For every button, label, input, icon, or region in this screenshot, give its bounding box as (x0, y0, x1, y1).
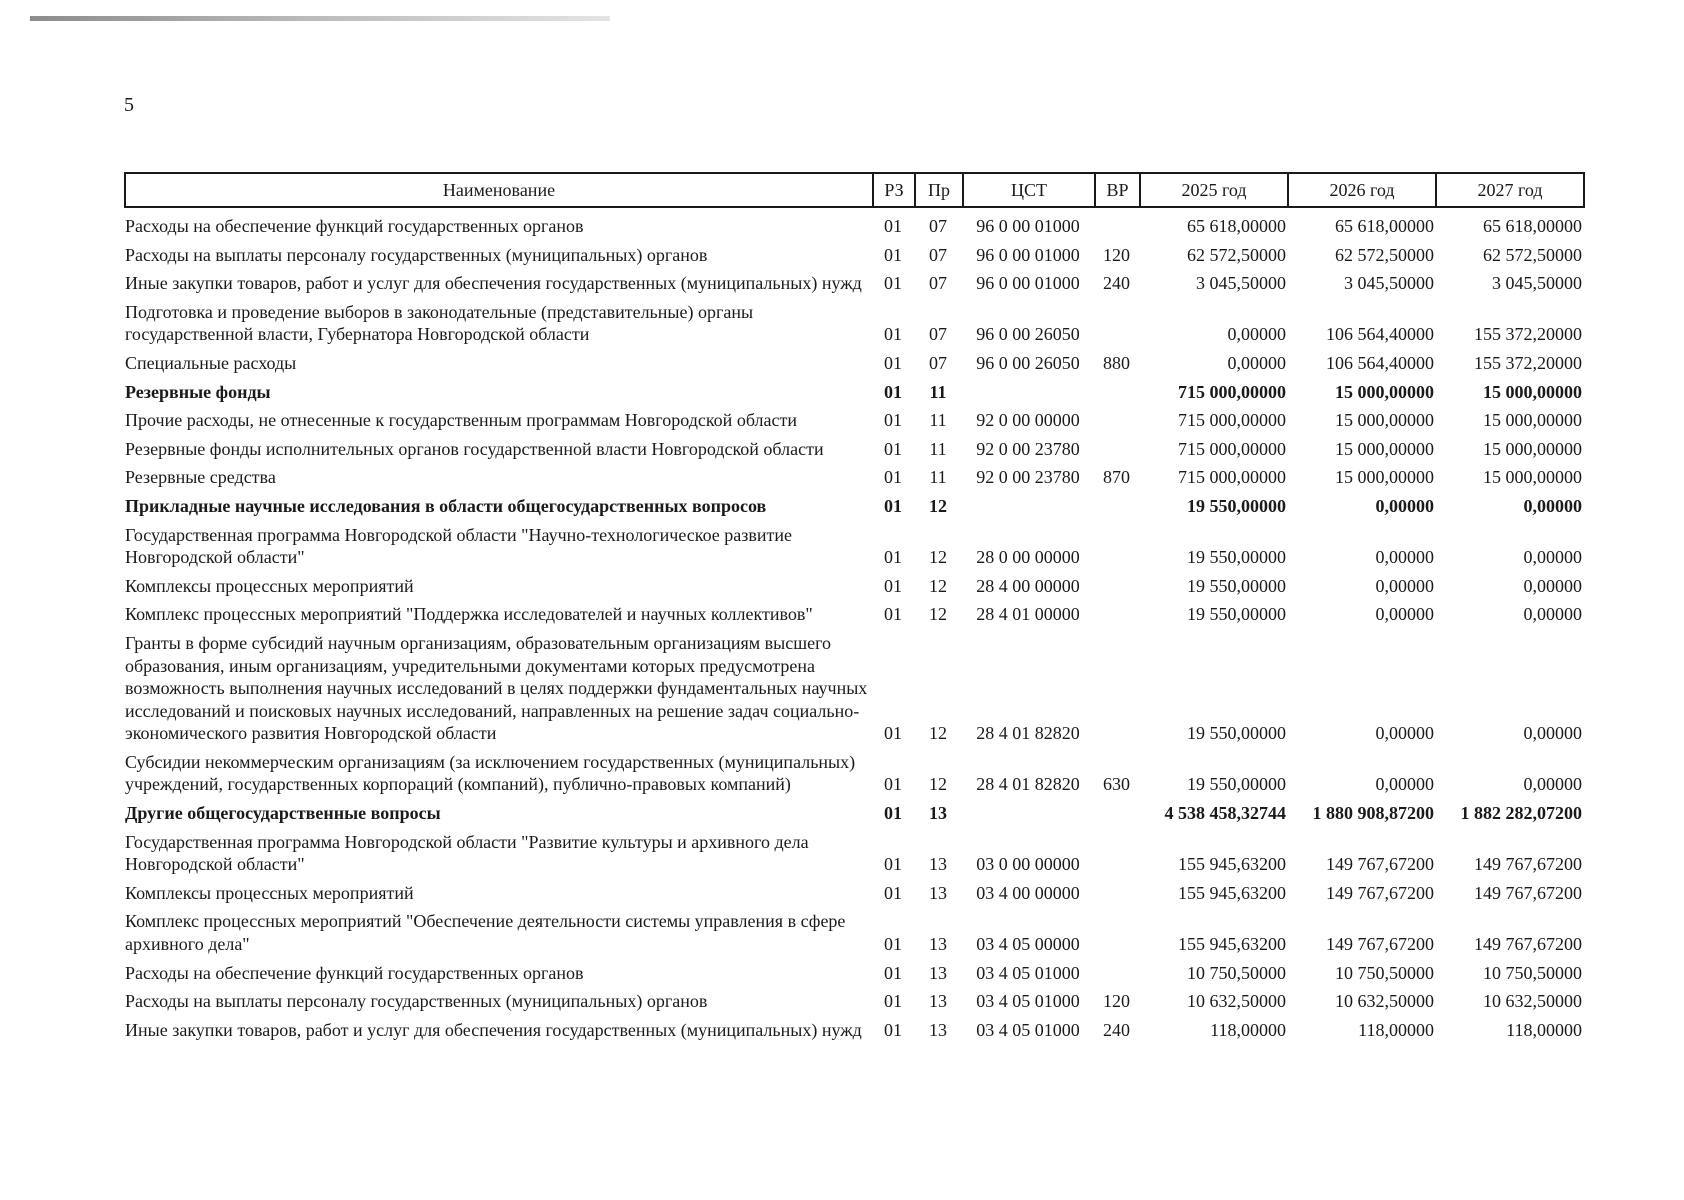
cell-rz: 01 (884, 934, 902, 955)
cell-name: Прикладные научные исследования в области общегосударственных вопросов (125, 495, 767, 516)
cell-2026: 149 767,67200 (1326, 934, 1434, 955)
cell-name: Иные закупки товаров, работ и услуг для обеспечения государственных (муниципальных) нужд (125, 1019, 862, 1040)
cell-2027: 65 618,00000 (1483, 216, 1582, 236)
cell-name: Субсидии некоммерческим организациям (за исключением государственных (муниципальных) учреждений, государственных корпораций (компаний), публично-правовых компаний) (125, 751, 856, 795)
cell-2026: 149 767,67200 (1326, 882, 1434, 903)
cell-2026: 0,00000 (1375, 575, 1434, 596)
cell-rz: 01 (884, 962, 902, 983)
cell-vr (1095, 959, 1140, 988)
cell-rz: 01 (884, 438, 902, 459)
table-row (125, 600, 1584, 629)
table-row (125, 269, 1584, 298)
cell-2027: 155 372,20000 (1474, 352, 1582, 373)
cell-name: Комплекс процессных мероприятий "Обеспечение деятельности системы управления в сфере архивного дела" (125, 911, 846, 955)
cell-2027: 0,00000 (1523, 495, 1582, 516)
cell-2025: 155 945,63200 (1178, 882, 1286, 903)
cell-2025: 19 550,00000 (1187, 723, 1286, 744)
cell-2027: 0,00000 (1523, 774, 1582, 795)
cell-name: Подготовка и проведение выборов в законодательные (представительные) органы государственной власти, Губернатора Новгородской области (125, 301, 754, 345)
cell-vr: 630 (1103, 774, 1130, 795)
cell-2025: 715 000,00000 (1178, 467, 1286, 488)
cell-cst (963, 492, 1095, 521)
table-row (125, 435, 1584, 464)
cell-cst: 96 0 00 26050 (976, 352, 1080, 373)
table-row (125, 572, 1584, 601)
cell-2027: 10 632,50000 (1483, 991, 1582, 1012)
cell-rz: 01 (884, 216, 902, 236)
budget-table (124, 172, 1585, 1044)
cell-vr (1095, 629, 1140, 748)
cell-2025: 715 000,00000 (1178, 381, 1286, 402)
cell-vr (1095, 828, 1140, 879)
cell-2027: 1 882 282,07200 (1460, 803, 1582, 824)
table-row (125, 492, 1584, 521)
cell-cst: 28 4 01 82820 (976, 723, 1080, 744)
cell-2026: 15 000,00000 (1335, 438, 1434, 459)
header-name: Наименование (125, 173, 873, 207)
cell-2027: 118,00000 (1506, 1019, 1582, 1040)
table-header-row (125, 173, 1584, 207)
cell-name: Комплексы процессных мероприятий (125, 882, 414, 903)
cell-2027: 15 000,00000 (1483, 438, 1582, 459)
cell-rz: 01 (884, 467, 902, 488)
cell-name: Расходы на обеспечение функций государственных органов (125, 962, 584, 983)
cell-2026: 1 880 908,87200 (1312, 803, 1434, 824)
table-row (125, 298, 1584, 349)
table-row (125, 879, 1584, 908)
cell-rz: 01 (884, 604, 902, 625)
cell-2025: 19 550,00000 (1187, 547, 1286, 568)
cell-name: Расходы на выплаты персоналу государственных (муниципальных) органов (125, 991, 708, 1012)
cell-2027: 0,00000 (1523, 723, 1582, 744)
cell-cst (963, 799, 1095, 828)
cell-2026: 106 564,40000 (1326, 324, 1434, 345)
cell-pr: 11 (929, 381, 947, 402)
cell-cst: 96 0 00 01000 (976, 244, 1080, 265)
cell-cst: 92 0 00 00000 (976, 410, 1080, 431)
cell-cst: 03 4 05 01000 (976, 991, 1080, 1012)
cell-pr: 13 (929, 991, 947, 1012)
cell-2027: 3 045,50000 (1492, 273, 1582, 294)
cell-2025: 0,00000 (1227, 352, 1286, 373)
cell-pr: 12 (929, 495, 947, 516)
cell-name: Государственная программа Новгородской области "Развитие культуры и архивного дела Новгородской области" (125, 831, 809, 875)
cell-2027: 149 767,67200 (1474, 882, 1582, 903)
cell-vr (1095, 435, 1140, 464)
cell-rz: 01 (884, 854, 902, 875)
table-row (125, 828, 1584, 879)
cell-rz: 01 (884, 410, 902, 431)
cell-2027: 155 372,20000 (1474, 324, 1582, 345)
cell-name: Прочие расходы, не отнесенные к государственным программам Новгородской области (125, 410, 797, 431)
cell-cst: 03 0 00 00000 (976, 854, 1080, 875)
cell-2025: 3 045,50000 (1196, 273, 1286, 294)
cell-pr: 13 (929, 962, 947, 983)
cell-2025: 65 618,00000 (1187, 216, 1286, 236)
cell-vr (1095, 600, 1140, 629)
cell-pr: 12 (929, 575, 947, 596)
cell-2026: 0,00000 (1375, 495, 1434, 516)
cell-rz: 01 (884, 774, 902, 795)
cell-cst: 03 4 00 00000 (976, 882, 1080, 903)
cell-cst: 96 0 00 26050 (976, 324, 1080, 345)
cell-vr: 240 (1103, 1019, 1130, 1040)
table-row (125, 349, 1584, 378)
cell-2026: 62 572,50000 (1335, 244, 1434, 265)
cell-pr: 11 (929, 438, 947, 459)
cell-2025: 715 000,00000 (1178, 438, 1286, 459)
cell-name: Резервные средства (125, 467, 276, 488)
cell-cst: 03 4 05 00000 (976, 934, 1080, 955)
cell-2025: 19 550,00000 (1187, 575, 1286, 596)
cell-cst: 03 4 05 01000 (976, 1019, 1080, 1040)
cell-cst: 96 0 00 01000 (976, 273, 1080, 294)
cell-2025: 4 538 458,32744 (1164, 803, 1286, 824)
cell-rz: 01 (884, 324, 902, 345)
cell-vr (1095, 378, 1140, 407)
cell-2026: 0,00000 (1375, 604, 1434, 625)
cell-pr: 12 (929, 774, 947, 795)
cell-2026: 15 000,00000 (1335, 467, 1434, 488)
table-row (125, 748, 1584, 799)
cell-vr: 120 (1103, 991, 1130, 1012)
table-body (125, 207, 1584, 1044)
cell-2025: 10 750,50000 (1187, 962, 1286, 983)
cell-pr: 13 (929, 854, 947, 875)
cell-2025: 19 550,00000 (1187, 774, 1286, 795)
cell-2026: 0,00000 (1375, 774, 1434, 795)
cell-pr: 13 (929, 803, 947, 824)
cell-2027: 149 767,67200 (1474, 934, 1582, 955)
cell-2026: 106 564,40000 (1326, 352, 1434, 373)
cell-name: Иные закупки товаров, работ и услуг для обеспечения государственных (муниципальных) нужд (125, 273, 862, 294)
cell-pr: 07 (929, 273, 947, 294)
cell-name: Резервные фонды исполнительных органов государственной власти Новгородской области (125, 438, 824, 459)
cell-2026: 0,00000 (1375, 723, 1434, 744)
cell-name: Комплексы процессных мероприятий (125, 575, 414, 596)
cell-cst: 28 4 00 00000 (976, 575, 1080, 596)
cell-2025: 10 632,50000 (1187, 991, 1286, 1012)
cell-rz: 01 (884, 547, 902, 568)
cell-cst: 96 0 00 01000 (976, 216, 1080, 236)
table-row (125, 959, 1584, 988)
cell-vr (1095, 406, 1140, 435)
header-2025: 2025 год (1140, 173, 1288, 207)
header-2026: 2026 год (1288, 173, 1436, 207)
cell-pr: 07 (929, 324, 947, 345)
header-2027: 2027 год (1436, 173, 1584, 207)
cell-2027: 10 750,50000 (1483, 962, 1582, 983)
cell-2027: 0,00000 (1523, 575, 1582, 596)
cell-2027: 149 767,67200 (1474, 854, 1582, 875)
cell-name: Резервные фонды (125, 381, 271, 402)
scan-edge-artifact (30, 16, 610, 21)
table-row (125, 907, 1584, 958)
cell-2027: 0,00000 (1523, 604, 1582, 625)
cell-vr: 120 (1103, 244, 1130, 265)
cell-vr (1095, 799, 1140, 828)
cell-pr: 12 (929, 723, 947, 744)
cell-name: Гранты в форме субсидий научным организациям, образовательным организациям высшего образования, иным организациям, учредительными документами которых предусмотрена возможность выполнения научных исследований в целях поддержки фундаментальных научных исследований и поисковых научных исследований, направленных на решение задач социально-экономического развития Новгородской области (125, 632, 868, 744)
cell-pr: 12 (929, 604, 947, 625)
cell-2025: 62 572,50000 (1187, 244, 1286, 265)
cell-cst: 03 4 05 01000 (976, 962, 1080, 983)
cell-2025: 19 550,00000 (1187, 604, 1286, 625)
cell-2026: 65 618,00000 (1335, 216, 1434, 236)
cell-pr: 13 (929, 1019, 947, 1040)
cell-pr: 12 (929, 547, 947, 568)
cell-rz: 01 (884, 1019, 902, 1040)
cell-2026: 10 750,50000 (1335, 962, 1434, 983)
cell-rz: 01 (884, 273, 902, 294)
cell-vr (1095, 298, 1140, 349)
cell-2025: 155 945,63200 (1178, 854, 1286, 875)
cell-2027: 15 000,00000 (1483, 467, 1582, 488)
cell-2025: 715 000,00000 (1178, 410, 1286, 431)
cell-pr: 11 (929, 467, 947, 488)
cell-vr (1095, 572, 1140, 601)
cell-pr: 11 (929, 410, 947, 431)
cell-cst: 28 4 01 00000 (976, 604, 1080, 625)
cell-vr (1095, 207, 1140, 241)
cell-rz: 01 (884, 244, 902, 265)
cell-name: Комплекс процессных мероприятий "Поддержка исследователей и научных коллективов" (125, 604, 813, 625)
cell-rz: 01 (884, 723, 902, 744)
cell-2026: 0,00000 (1375, 547, 1434, 568)
table-row (125, 207, 1584, 241)
cell-rz: 01 (884, 803, 902, 824)
cell-2026: 3 045,50000 (1344, 273, 1434, 294)
cell-2027: 62 572,50000 (1483, 244, 1582, 265)
page-number: 5 (124, 94, 134, 116)
cell-rz: 01 (884, 381, 902, 402)
cell-2027: 0,00000 (1523, 547, 1582, 568)
table-row (125, 987, 1584, 1016)
cell-2026: 118,00000 (1358, 1019, 1434, 1040)
cell-2027: 15 000,00000 (1483, 410, 1582, 431)
cell-rz: 01 (884, 991, 902, 1012)
cell-cst: 28 4 01 82820 (976, 774, 1080, 795)
cell-2025: 118,00000 (1210, 1019, 1286, 1040)
cell-cst: 92 0 00 23780 (976, 467, 1080, 488)
table-row (125, 1016, 1584, 1045)
table-row (125, 378, 1584, 407)
cell-vr (1095, 521, 1140, 572)
table-row (125, 406, 1584, 435)
cell-vr: 880 (1103, 352, 1130, 373)
cell-pr: 13 (929, 934, 947, 955)
cell-2025: 19 550,00000 (1187, 495, 1286, 516)
cell-pr: 13 (929, 882, 947, 903)
cell-name: Государственная программа Новгородской области "Научно-технологическое развитие Новгородской области" (125, 524, 793, 568)
cell-rz: 01 (884, 495, 902, 516)
cell-vr (1095, 879, 1140, 908)
table-row (125, 463, 1584, 492)
header-pr: Пр (915, 173, 963, 207)
cell-name: Другие общегосударственные вопросы (125, 803, 441, 824)
cell-pr: 07 (929, 244, 947, 265)
cell-2026: 15 000,00000 (1335, 410, 1434, 431)
cell-2025: 155 945,63200 (1178, 934, 1286, 955)
cell-rz: 01 (884, 352, 902, 373)
table-row (125, 241, 1584, 270)
table-row (125, 521, 1584, 572)
cell-cst: 28 0 00 00000 (976, 547, 1080, 568)
table-row (125, 629, 1584, 748)
cell-2026: 149 767,67200 (1326, 854, 1434, 875)
header-vr: ВР (1095, 173, 1140, 207)
cell-cst (963, 378, 1095, 407)
cell-cst: 92 0 00 23780 (976, 438, 1080, 459)
cell-vr: 870 (1103, 467, 1130, 488)
cell-vr (1095, 907, 1140, 958)
cell-name: Специальные расходы (125, 352, 297, 373)
header-cst: ЦСТ (963, 173, 1095, 207)
cell-rz: 01 (884, 575, 902, 596)
cell-name: Расходы на обеспечение функций государственных органов (125, 216, 584, 236)
cell-2026: 15 000,00000 (1335, 381, 1434, 402)
cell-2026: 10 632,50000 (1335, 991, 1434, 1012)
table-row (125, 799, 1584, 828)
cell-rz: 01 (884, 882, 902, 903)
cell-vr: 240 (1103, 273, 1130, 294)
cell-vr (1095, 492, 1140, 521)
cell-pr: 07 (929, 352, 947, 373)
cell-2027: 15 000,00000 (1483, 381, 1582, 402)
cell-pr: 07 (929, 216, 947, 236)
header-rz: РЗ (873, 173, 915, 207)
cell-2025: 0,00000 (1227, 324, 1286, 345)
cell-name: Расходы на выплаты персоналу государственных (муниципальных) органов (125, 244, 708, 265)
